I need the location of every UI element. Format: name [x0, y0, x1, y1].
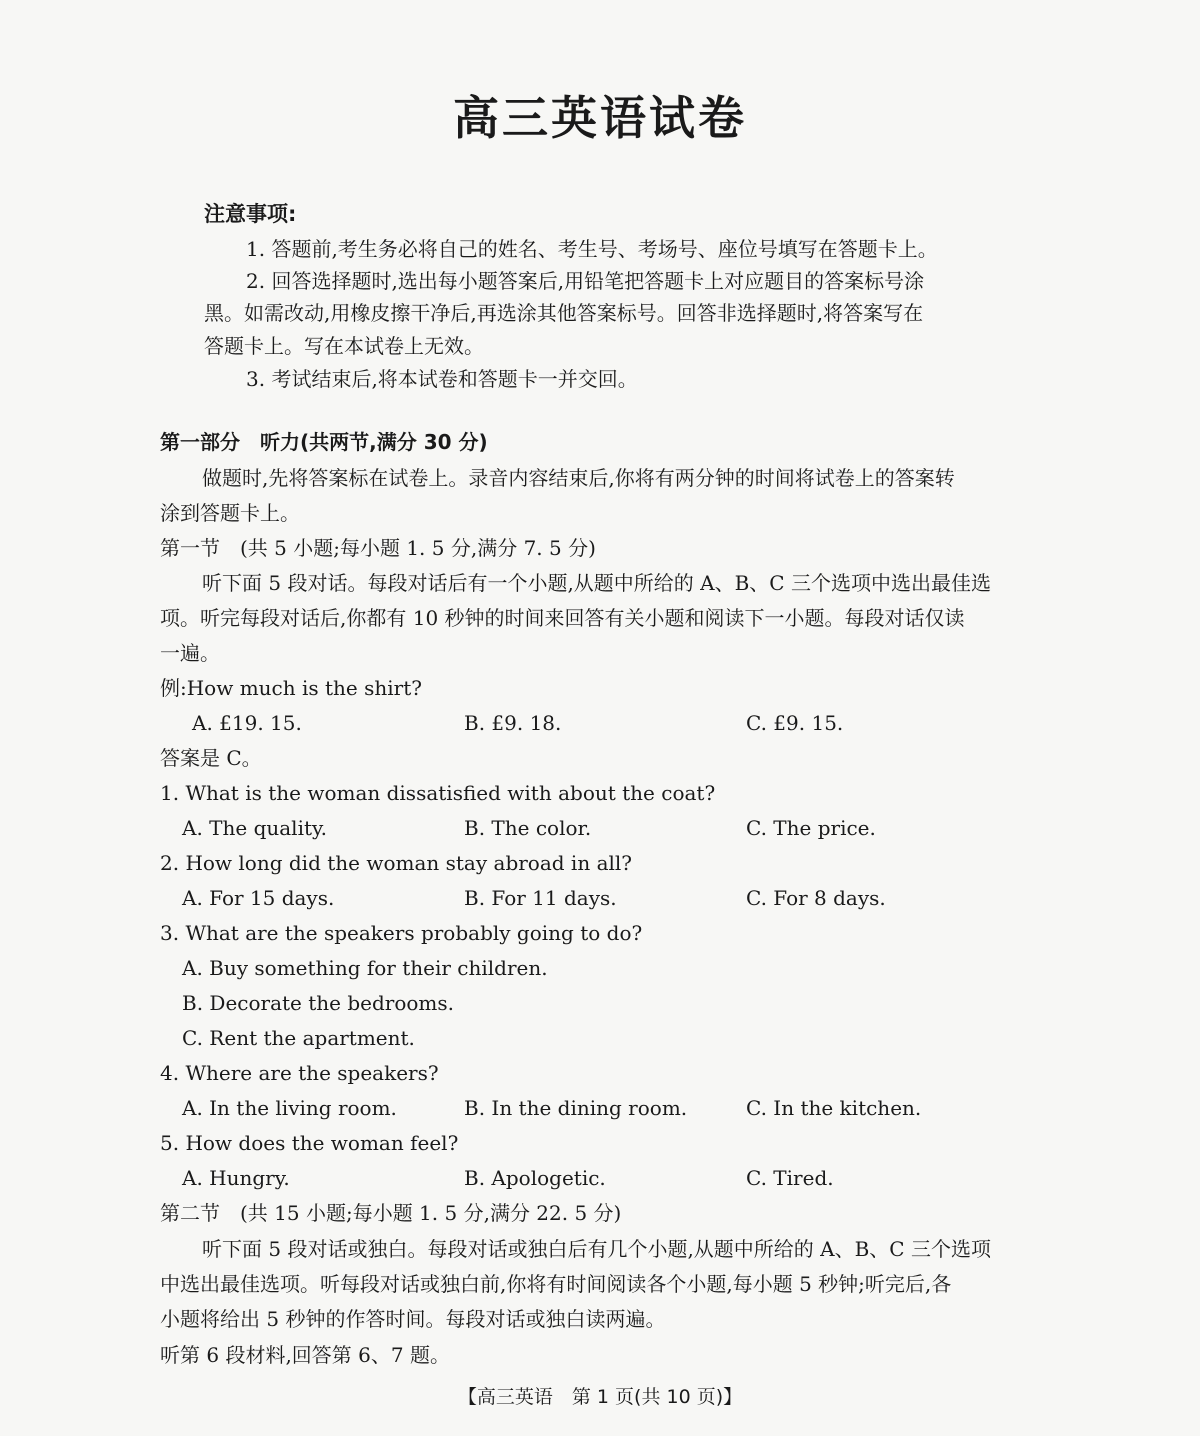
section2-intro: 听下面 5 段对话或独白。每段对话或独白后有几个小题,从题中所给的 A、B、C 三个选项 — [202, 1237, 991, 1261]
notice-heading: 注意事项: — [204, 202, 297, 226]
section1-intro: 项。听完每段对话后,你都有 10 秒钟的时间来回答有关小题和阅读下一小题。每段对话仅读 — [160, 606, 965, 630]
page-footer: 【高三英语 第 1 页(共 10 页)】 — [457, 1386, 743, 1408]
example-option-b: B. £9. 18. — [464, 711, 562, 735]
question-2-option-c: C. For 8 days. — [746, 886, 886, 910]
example-option-c: C. £9. 15. — [746, 711, 844, 735]
question-3: 3. What are the speakers probably going to do? — [160, 921, 643, 945]
question-4: 4. Where are the speakers? — [160, 1061, 439, 1085]
section1-intro: 一遍。 — [160, 641, 220, 665]
question-1: 1. What is the woman dissatisfied with about the coat? — [160, 781, 716, 805]
question-4-option-c: C. In the kitchen. — [746, 1096, 922, 1120]
section2-intro: 小题将给出 5 秒钟的作答时间。每段对话或独白读两遍。 — [160, 1307, 666, 1331]
question-5-option-c: C. Tired. — [746, 1166, 834, 1190]
question-1-option-c: C. The price. — [746, 816, 876, 840]
question-5-option-b: B. Apologetic. — [464, 1166, 606, 1190]
notice-item: 2. 回答选择题时,选出每小题答案后,用铅笔把答题卡上对应题目的答案标号涂 — [246, 269, 925, 293]
question-2-option-a: A. For 15 days. — [182, 886, 335, 910]
question-3-option-c: C. Rent the apartment. — [182, 1026, 415, 1050]
section2-intro: 中选出最佳选项。听每段对话或独白前,你将有时间阅读各个小题,每小题 5 秒钟;听完后,各 — [160, 1272, 952, 1296]
part1-heading: 第一部分 听力(共两节,满分 30 分) — [160, 430, 488, 454]
question-2: 2. How long did the woman stay abroad in all? — [160, 851, 633, 875]
notice-item: 3. 考试结束后,将本试卷和答题卡一并交回。 — [246, 367, 638, 391]
question-5-option-a: A. Hungry. — [182, 1166, 290, 1190]
section1-heading: 第一节 (共 5 小题;每小题 1. 5 分,满分 7. 5 分) — [160, 536, 596, 560]
question-2-option-b: B. For 11 days. — [464, 886, 617, 910]
notice-item: 黑。如需改动,用橡皮擦干净后,再选涂其他答案标号。回答非选择题时,将答案写在 — [204, 301, 924, 325]
question-4-option-a: A. In the living room. — [182, 1096, 397, 1120]
section2-instruction: 听第 6 段材料,回答第 6、7 题。 — [160, 1343, 450, 1367]
part1-intro: 涂到答题卡上。 — [160, 501, 300, 525]
example-question: 例:How much is the shirt? — [160, 676, 422, 700]
example-option-a: A. £19. 15. — [192, 711, 302, 735]
example-answer: 答案是 C。 — [160, 746, 262, 770]
page-title: 高三英语试卷 — [453, 91, 747, 145]
question-1-option-a: A. The quality. — [182, 816, 328, 840]
question-3-option-a: A. Buy something for their children. — [182, 956, 548, 980]
notice-item: 答题卡上。写在本试卷上无效。 — [204, 334, 484, 358]
question-4-option-b: B. In the dining room. — [464, 1096, 688, 1120]
question-3-option-b: B. Decorate the bedrooms. — [182, 991, 455, 1015]
question-5: 5. How does the woman feel? — [160, 1131, 459, 1155]
part1-intro: 做题时,先将答案标在试卷上。录音内容结束后,你将有两分钟的时间将试卷上的答案转 — [202, 466, 955, 490]
section1-intro: 听下面 5 段对话。每段对话后有一个小题,从题中所给的 A、B、C 三个选项中选出最佳选 — [202, 571, 991, 595]
notice-item: 1. 答题前,考生务必将自己的姓名、考生号、考场号、座位号填写在答题卡上。 — [246, 237, 938, 261]
question-1-option-b: B. The color. — [464, 816, 592, 840]
section2-heading: 第二节 (共 15 小题;每小题 1. 5 分,满分 22. 5 分) — [160, 1201, 622, 1225]
